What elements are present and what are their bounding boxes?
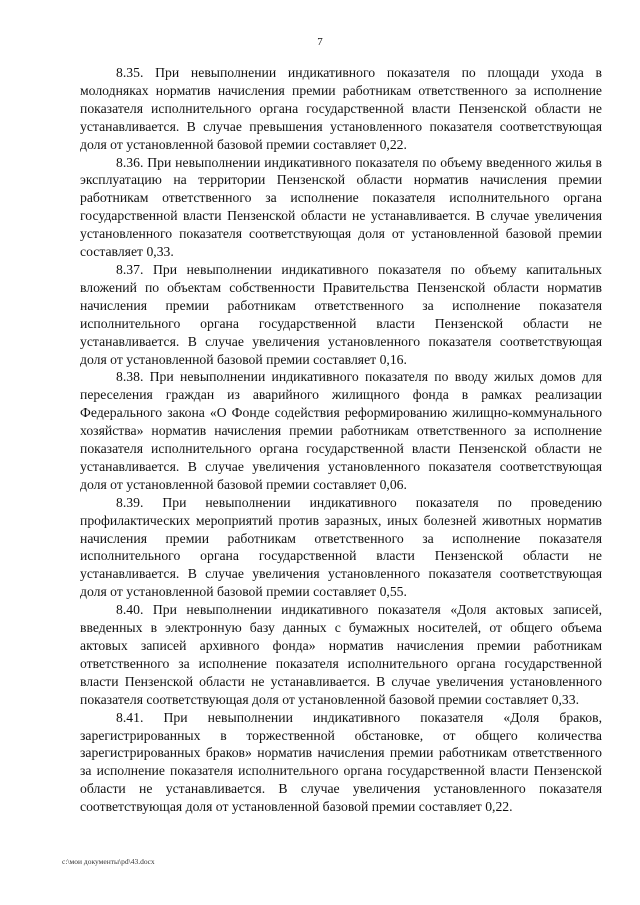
document-body <box>80 64 602 816</box>
footer-file-path: c:\мои документы\pd\43.docx <box>62 857 155 866</box>
paragraph-8-40: 8.40. При невыполнении индикативного показателя «Доля актовых записей, введенных в электронную базу данных с бумажных носителей, от общего объема актовых записей архивного фонда» норматив начисления премии работникам ответственного за исполнение показателя исполнительного органа государственной власти Пензенской области не устанавливается. В случае увеличения установленного показателя соответствующая доля от установленной базовой премии составляет 0,33. <box>80 602 602 707</box>
paragraph-8-36: 8.36. При невыполнении индикативного показателя по объему введенного жилья в эксплуатацию на территории Пензенской области норматив начисления премии работникам ответственного за исполнение показателя исполнительного органа государственной власти Пензенской области не устанавливается. В случае увеличения установленного показателя соответствующая доля от установленной базовой премии составляет 0,33. <box>80 154 602 260</box>
paragraph-8-37: 8.37. При невыполнении индикативного показателя по объему капитальных вложений по объектам собственности Правительства Пензенской области норматив начисления премии работникам ответственного за исполнение показателя исполнительного органа государственной власти Пензенской области не устанавливается. В случае увеличения установленного показателя соответствующая доля от установленной базовой премии составляет 0,16. <box>80 261 602 367</box>
paragraph-8-41: 8.41. При невыполнении индикативного показателя «Доля браков, зарегистрированных в торжественной обстановке, от общего количества зарегистрированных браков» норматив начисления премии работникам ответственного за исполнение показателя исполнительного органа государственной власти Пензенской области не устанавливается. В случае увеличения установленного показателя соответствующая доля от установленной базовой премии составляет 0,22. <box>80 709 602 815</box>
page-number: 7 <box>317 36 323 48</box>
paragraph-8-39: 8.39. При невыполнении индикативного показателя по проведению профилактических мероприятий против заразных, иных болезней животных норматив начисления премии работникам ответственного за исполнение показателя исполнительного органа государственной власти Пензенской области не устанавливается. В случае увеличения установленного показателя соответствующая доля от установленной базовой премии составляет 0,55. <box>80 494 602 600</box>
paragraph-8-38: 8.38. При невыполнении индикативного показателя по вводу жилых домов для переселения граждан из аварийного жилищного фонда в рамках реализации Федерального закона «О Фонде содействия реформированию жилищно-коммунального хозяйства» норматив начисления премии работникам ответственного за исполнение показателя исполнительного органа государственной власти Пензенской области не устанавливается. В случае увеличения установленного показателя соответствующая доля от установленной базовой премии составляет 0,06. <box>80 369 602 492</box>
paragraph-8-35: 8.35. При невыполнении индикативного показателя по площади ухода в молодняках норматив начисления премии работникам ответственного за исполнение показателя исполнительного органа государственной власти Пензенской области не устанавливается. В случае превышения установленного показателя соответствующая доля от установленной базовой премии составляет 0,22. <box>80 65 602 152</box>
